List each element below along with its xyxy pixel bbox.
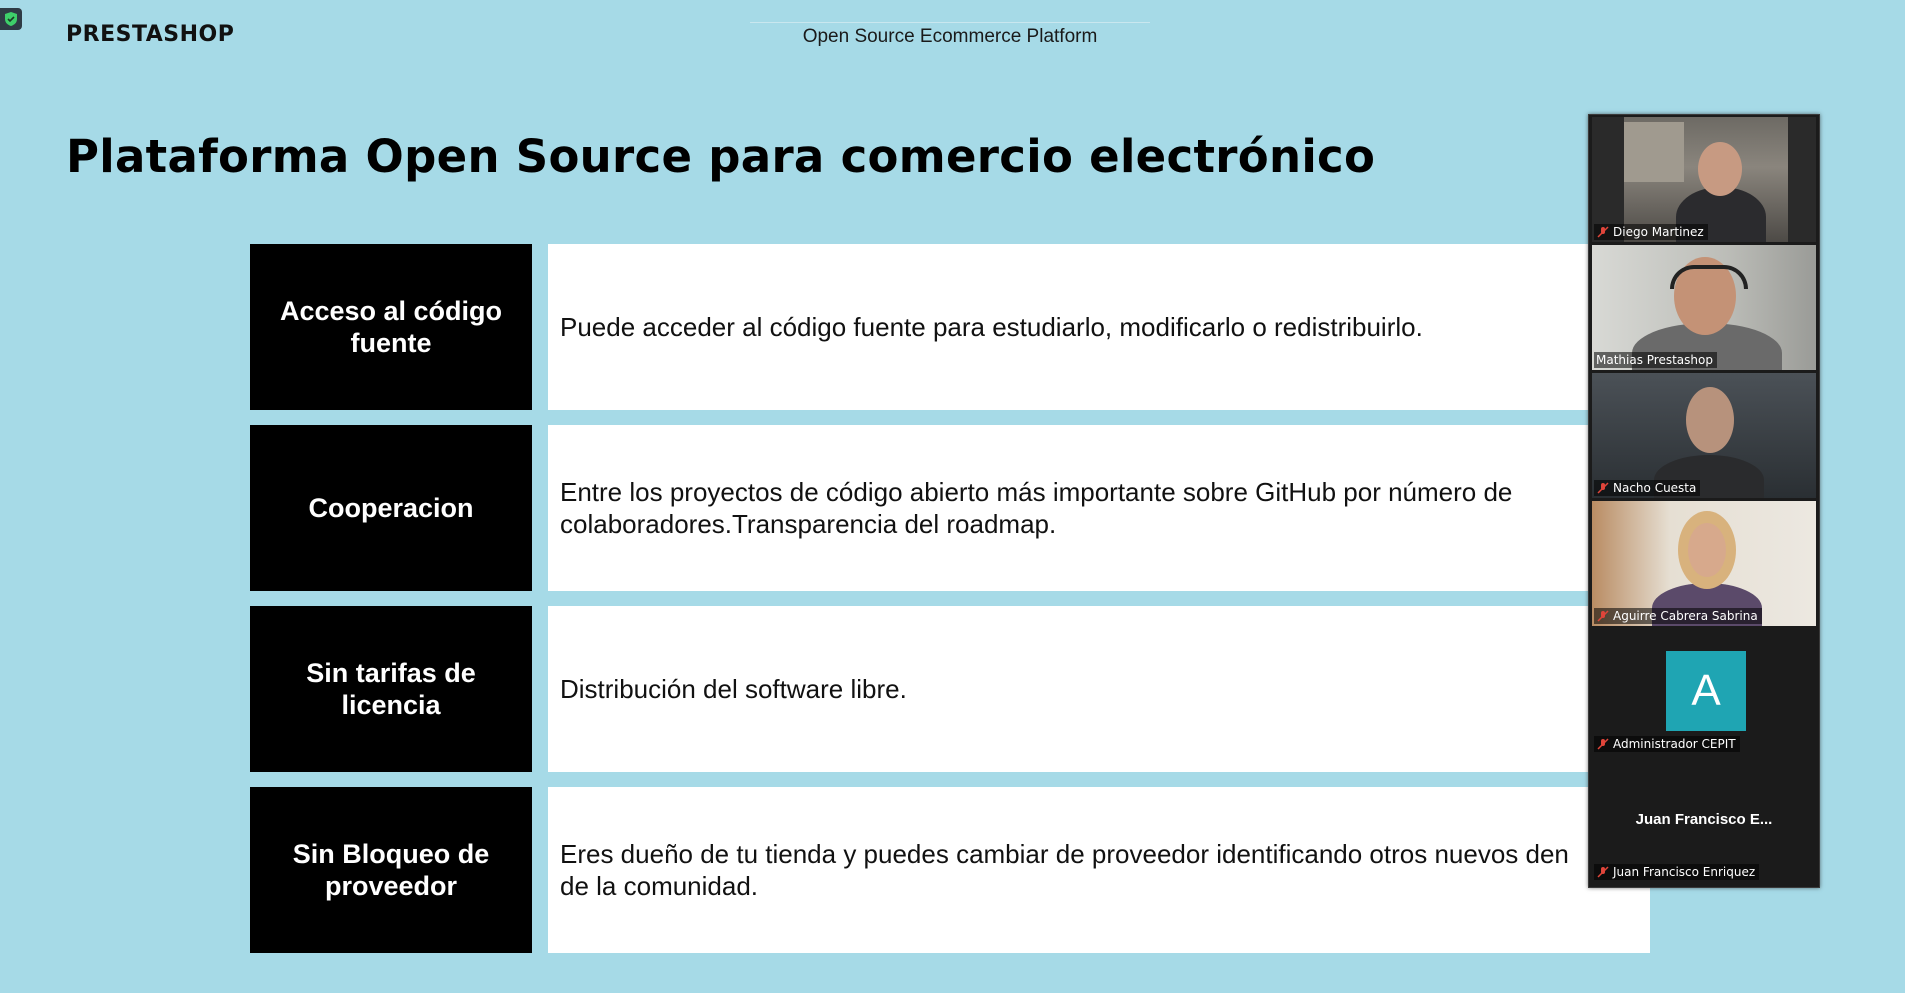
feature-description: [548, 244, 1650, 410]
participant-name-tag: [1594, 736, 1740, 752]
feature-description-text: Eres dueño de tu tienda y puedes cambiar de proveedor identificando otros nuevos den de la comunidad.: [560, 839, 1569, 901]
mic-muted-icon: [1596, 866, 1610, 878]
wall-picture: [1624, 122, 1684, 182]
prestashop-logo: PRESTASHOP: [66, 22, 235, 47]
participant-tile[interactable]: [1592, 501, 1816, 626]
participant-tile[interactable]: [1592, 117, 1816, 242]
participant-tile[interactable]: [1592, 373, 1816, 498]
headphones: [1670, 265, 1748, 289]
participant-head: [1686, 387, 1734, 453]
slide-title: Plataforma Open Source para comercio electrónico: [66, 130, 1376, 183]
feature-row: [250, 244, 1650, 410]
feature-description-text: Puede acceder al código fuente para estudiarlo, modificarlo o redistribuirlo.: [560, 312, 1423, 342]
participant-name: Juan Francisco Enriquez: [1613, 865, 1756, 879]
participant-name: Diego Martinez: [1613, 225, 1704, 239]
participant-name-tag: [1594, 480, 1700, 496]
participant-name-tag: [1594, 224, 1708, 240]
feature-description: [548, 606, 1650, 772]
feature-label: Sin Bloqueo de proveedor: [250, 787, 532, 953]
avatar: A: [1666, 651, 1746, 731]
participant-head: [1688, 523, 1726, 577]
mic-muted-icon: [1596, 610, 1610, 622]
feature-row: [250, 606, 1650, 772]
feature-description: [548, 425, 1650, 591]
participant-head: [1698, 142, 1742, 196]
participant-tile[interactable]: [1592, 757, 1816, 882]
participant-name: Administrador CEPIT: [1613, 737, 1736, 751]
feature-label: Cooperacion: [250, 425, 532, 591]
feature-row: [250, 425, 1650, 591]
participant-name-tag: [1594, 608, 1762, 624]
security-shield-icon[interactable]: [0, 8, 22, 30]
participant-name-tag: [1594, 352, 1717, 368]
mic-muted-icon: [1596, 738, 1610, 750]
participant-name-tag: [1594, 864, 1759, 880]
header-divider: [750, 22, 1150, 23]
participant-name: Mathias Prestashop: [1596, 353, 1713, 367]
feature-description: [548, 787, 1650, 953]
participant-display-name: Juan Francisco E...: [1635, 811, 1773, 828]
mic-muted-icon: [1596, 226, 1610, 238]
feature-label: Sin tarifas de licencia: [250, 606, 532, 772]
participants-video-panel[interactable]: [1588, 114, 1820, 888]
feature-description-text: Distribución del software libre.: [560, 674, 907, 704]
participant-name: Aguirre Cabrera Sabrina: [1613, 609, 1758, 623]
feature-row: [250, 787, 1650, 953]
participant-tile-active[interactable]: [1592, 245, 1816, 370]
participant-name: Nacho Cuesta: [1613, 481, 1697, 495]
participant-tile[interactable]: [1592, 629, 1816, 754]
feature-label: Acceso al código fuente: [250, 244, 532, 410]
feature-description-text: Entre los proyectos de código abierto más importante sobre GitHub por número de colaboradores.Transparencia del roadmap.: [560, 477, 1513, 539]
mic-muted-icon: [1596, 482, 1610, 494]
header-title: Open Source Ecommerce Platform: [802, 26, 1098, 47]
